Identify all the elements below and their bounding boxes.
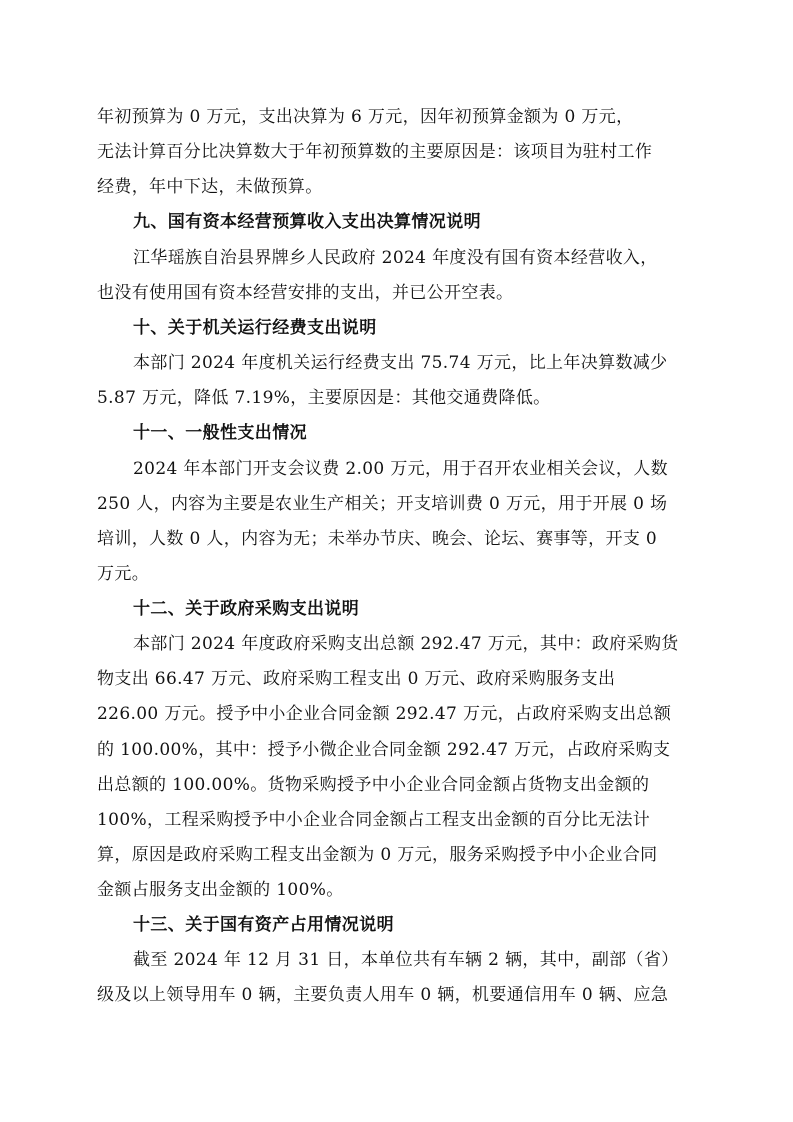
paragraph-line: 出总额的 100.00%。货物采购授予中小企业合同金额占货物支出金额的 — [97, 775, 650, 795]
paragraph-line: 本部门 2024 年度机关运行经费支出 75.74 万元，比上年决算数减少 — [133, 353, 668, 373]
paragraph-line: 物支出 66.47 万元、政府采购工程支出 0 万元、政府采购服务支出 — [97, 669, 616, 689]
section-heading-11: 十一、一般性支出情况 — [133, 423, 307, 443]
section-heading-13: 十三、关于国有资产占用情况说明 — [133, 915, 394, 935]
paragraph-line: 培训，人数 0 人，内容为无；未举办节庆、晚会、论坛、赛事等，开支 0 — [97, 529, 658, 549]
section-heading-10: 十、关于机关运行经费支出说明 — [133, 318, 377, 338]
paragraph-line: 本部门 2024 年度政府采购支出总额 292.47 万元，其中：政府采购货 — [133, 634, 679, 654]
paragraph-line: 的 100.00%，其中：授予小微企业合同金额 292.47 万元，占政府采购支 — [97, 740, 671, 760]
paragraph-line: 226.00 万元。授予中小企业合同金额 292.47 万元，占政府采购支出总额 — [97, 704, 672, 724]
paragraph-line: 级及以上领导用车 0 辆，主要负责人用车 0 辆，机要通信用车 0 辆、应急 — [97, 985, 669, 1005]
paragraph-line: 250 人，内容为主要是农业生产相关；开支培训费 0 万元，用于开展 0 场 — [97, 494, 668, 514]
section-heading-12: 十二、关于政府采购支出说明 — [133, 599, 360, 619]
paragraph-line: 截至 2024 年 12 月 31 日，本单位共有车辆 2 辆，其中，副部（省） — [133, 950, 679, 970]
paragraph-line: 年初预算为 0 万元，支出决算为 6 万元，因年初预算金额为 0 万元， — [97, 107, 634, 127]
paragraph-line: 无法计算百分比决算数大于年初预算数的主要原因是：该项目为驻村工作 — [97, 142, 653, 162]
paragraph-line: 金额占服务支出金额的 100%。 — [97, 880, 344, 900]
paragraph-line: 算，原因是政府采购工程支出金额为 0 万元，服务采购授予中小企业合同 — [97, 845, 658, 865]
paragraph-line: 江华瑶族自治县界牌乡人民政府 2024 年度没有国有资本经营收入， — [133, 248, 658, 268]
paragraph-line: 经费，年中下达，未做预算。 — [97, 177, 323, 197]
paragraph-line: 万元。 — [97, 564, 150, 584]
paragraph-line: 也没有使用国有资本经营安排的支出，并已公开空表。 — [97, 283, 514, 303]
section-heading-9: 九、国有资本经营预算收入支出决算情况说明 — [133, 212, 481, 232]
paragraph-line: 2024 年本部门开支会议费 2.00 万元，用于召开农业相关会议，人数 — [133, 459, 668, 479]
paragraph-line: 100%，工程采购授予中小企业合同金额占工程支出金额的百分比无法计 — [97, 810, 651, 830]
paragraph-line: 5.87 万元，降低 7.19%，主要原因是：其他交通费降低。 — [97, 388, 551, 408]
